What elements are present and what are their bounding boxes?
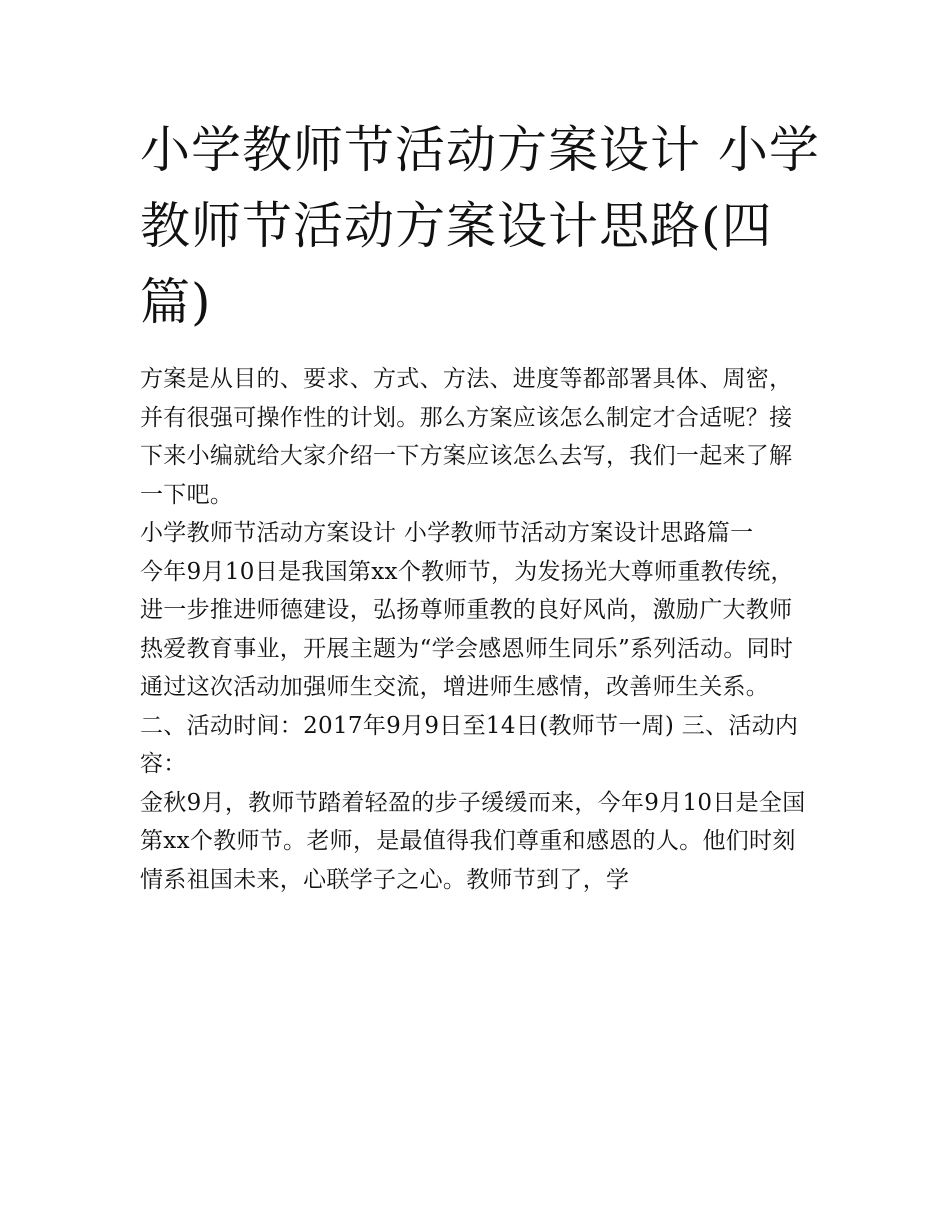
paragraph-activity-time: 二、活动时间：2017年9月9日至14日(教师节一周) 三、活动内容： <box>140 712 799 777</box>
paragraph-activity-content: 金秋9月，教师节踏着轻盈的步子缓缓而来，今年9月10日是全国第xx个教师节。老师，是最值得我们尊重和感恩的人。他们时刻情系祖国未来，心联学子之心。教师节到了，学 <box>140 789 806 893</box>
document-title: 小学教师节活动方案设计 小学教师节活动方案设计思路(四篇) <box>140 121 820 331</box>
paragraph-section-heading: 小学教师节活动方案设计 小学教师节活动方案设计思路篇一 <box>140 520 754 546</box>
paragraph-intro: 方案是从目的、要求、方式、方法、进度等都部署具体、周密，并有很强可操作性的计划。那么方案应该怎么制定才合适呢？接下来小编就给大家介绍一下方案应该怎么去写，我们一起来了解一下吧。 <box>140 366 793 508</box>
document-body <box>140 360 815 899</box>
paragraph-background: 今年9月10日是我国第xx个教师节，为发扬光大尊师重教传统，进一步推进师德建设，弘扬尊师重教的良好风尚，激励广大教师热爱教育事业，开展主题为“学会感恩师生同乐”系列活动。同时通过这次活动加强师生交流，增进师生感情，改善师生关系。 <box>140 558 794 700</box>
